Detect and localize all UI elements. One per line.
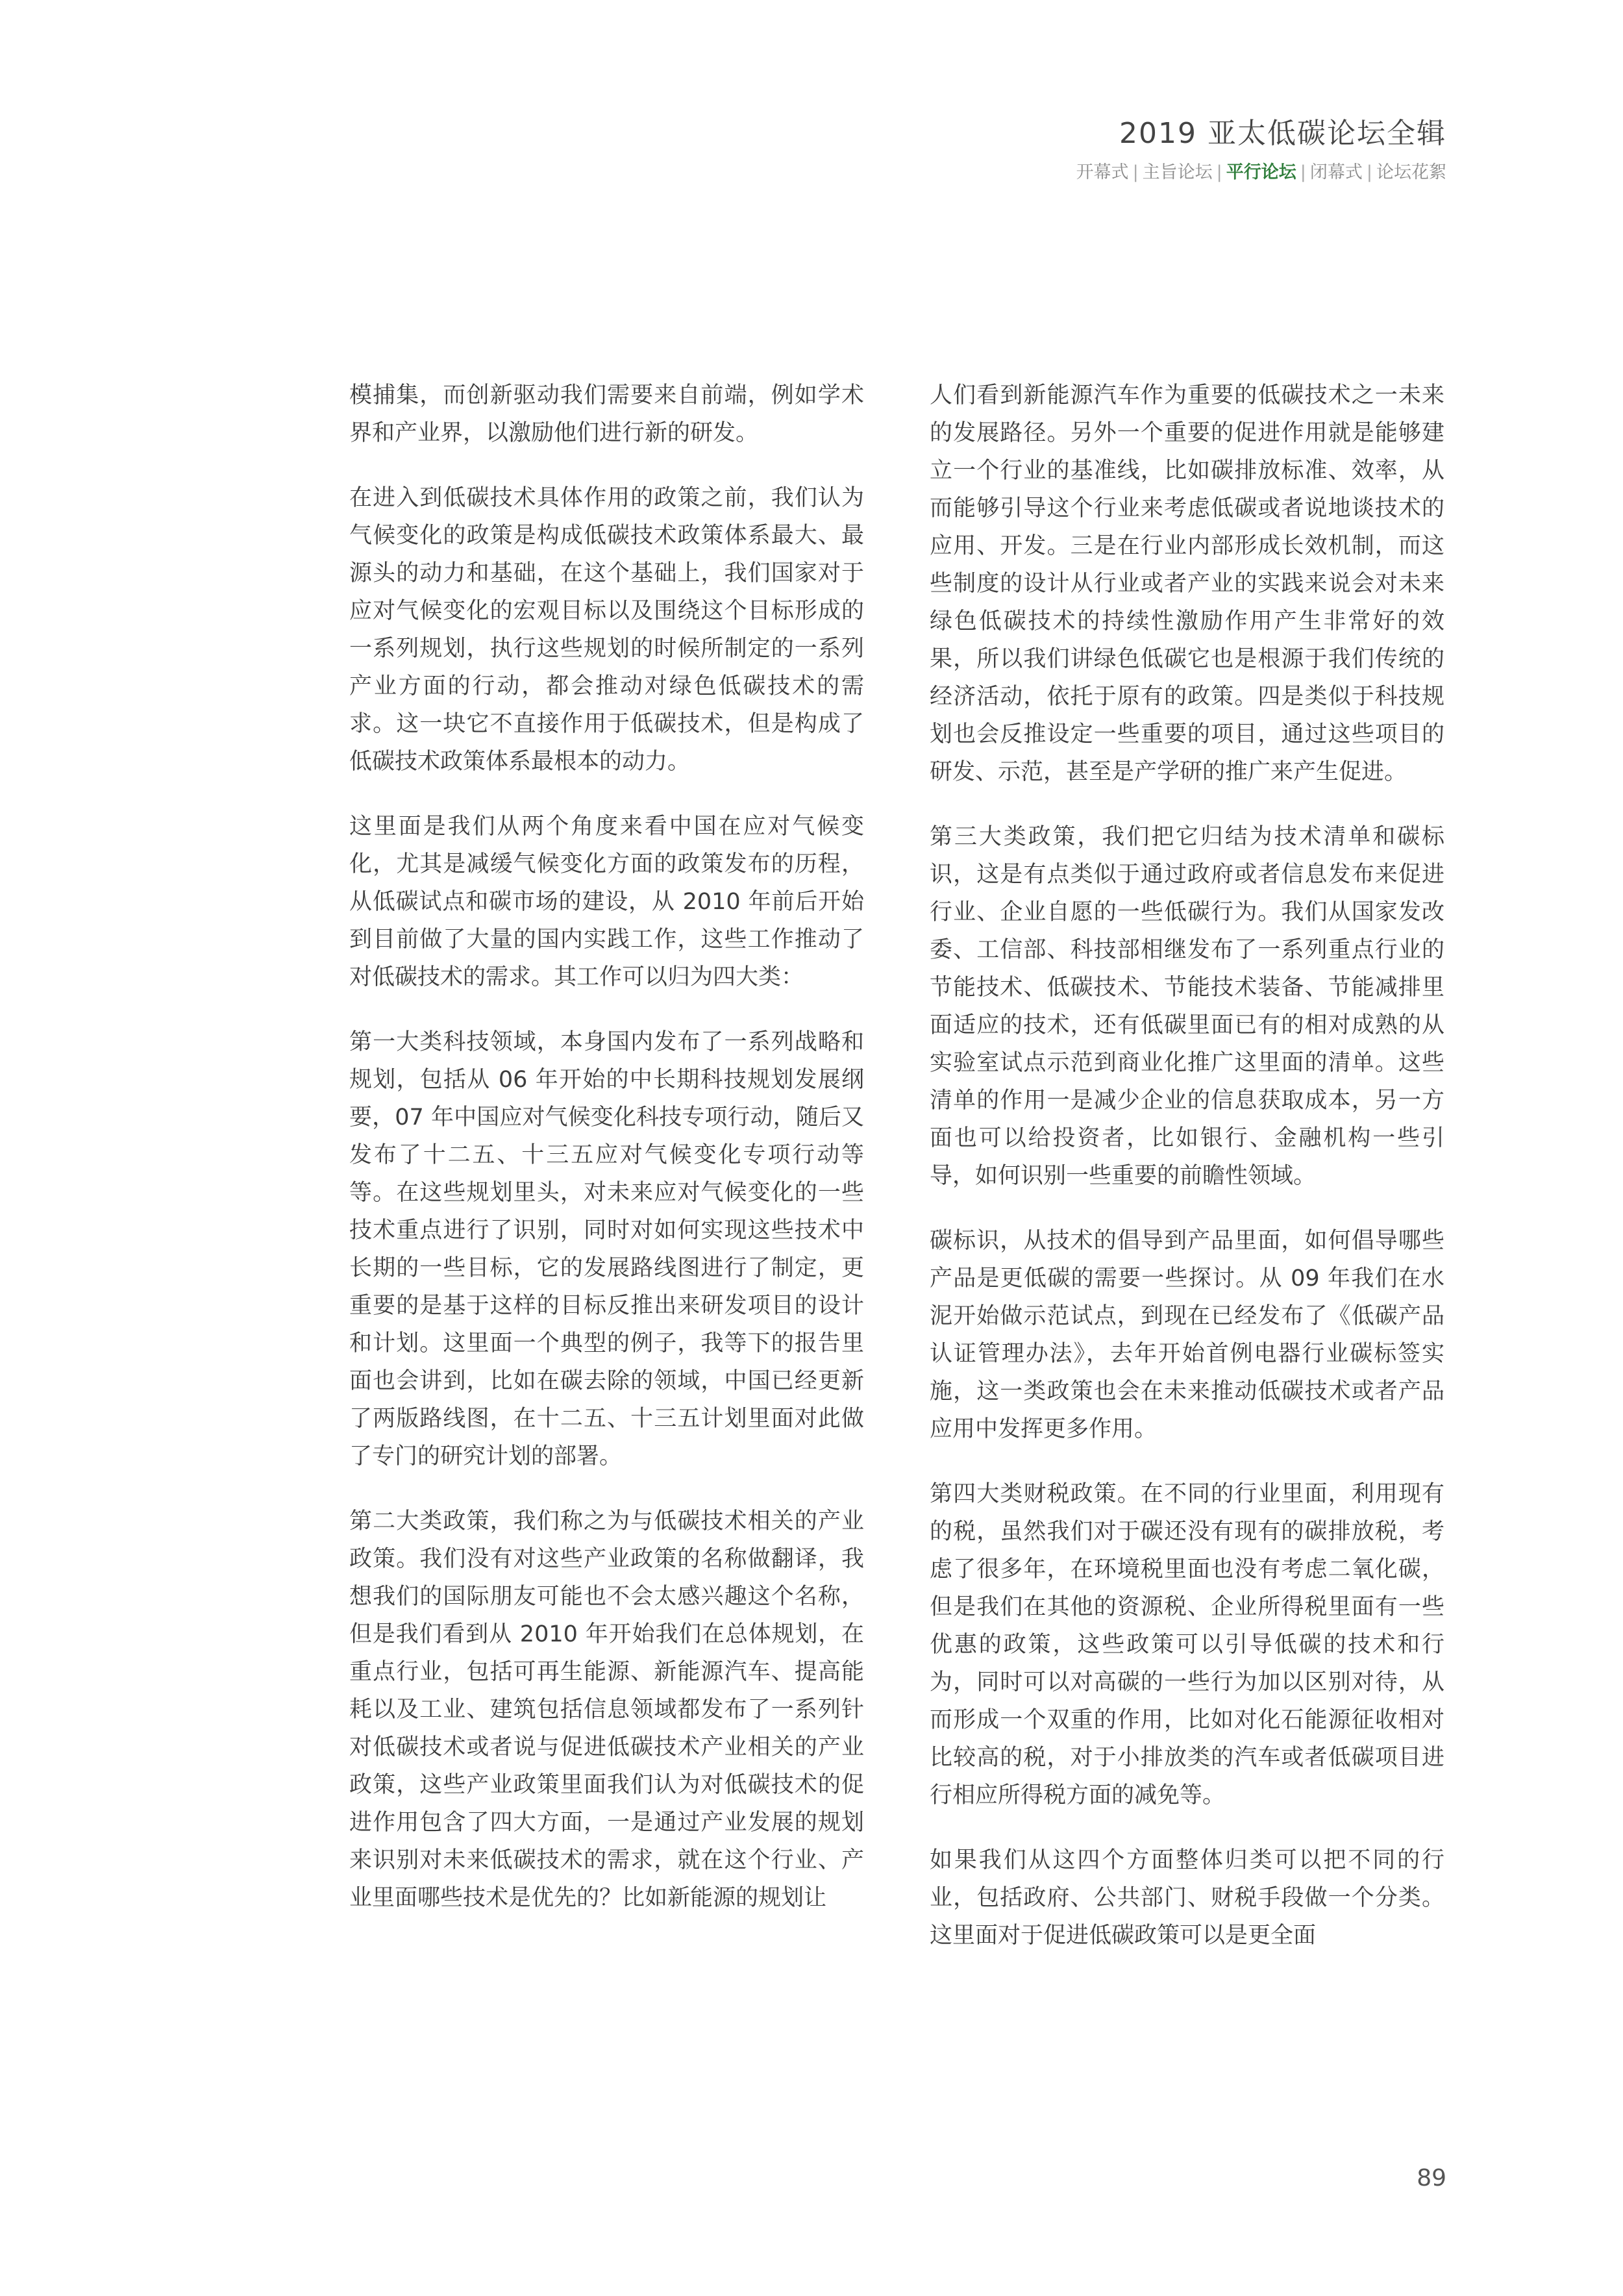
running-header	[1076, 114, 1446, 184]
nav-item-opening[interactable]: 开幕式	[1076, 162, 1129, 182]
nav-separator: |	[1300, 162, 1306, 182]
nav-separator: |	[1366, 162, 1372, 182]
paragraph: 第一大类科技领域，本身国内发布了一系列战略和规划，包括从 06 年开始的中长期科技规划发展纲要，07 年中国应对气候变化科技专项行动，随后又发布了十二五、十三五应对气候变化专项行动等等。在这些规划里头，对未来应对气候变化的一些技术重点进行了识别，同时对如何实现这些技术中长期的一些目标，它的发展路线图进行了制定，更重要的是基于这样的目标反推出来研发项目的设计和计划。这里面一个典型的例子，我等下的报告里面也会讲到，比如在碳去除的领域，中国已经更新了两版路线图，在十二五、十三五计划里面对此做了专门的研究计划的部署。	[349, 1029, 864, 1469]
document-title: 2019 亚太低碳论坛全辑	[1119, 117, 1446, 150]
page-number: 89	[1417, 2165, 1446, 2191]
nav-item-keynote[interactable]: 主旨论坛	[1142, 162, 1213, 182]
nav-item-parallel-forum[interactable]: 平行论坛	[1226, 162, 1296, 182]
nav-item-closing[interactable]: 闭幕式	[1309, 162, 1363, 182]
paragraph: 这里面是我们从两个角度来看中国在应对气候变化，尤其是减缓气候变化方面的政策发布的历程，从低碳试点和碳市场的建设，从 2010 年前后开始到目前做了大量的国内实践工作，这些工作推动了对低碳技术的需求。其工作可以归为四大类：	[349, 814, 864, 990]
nav-separator: |	[1132, 162, 1139, 182]
nav-item-highlights[interactable]: 论坛花絮	[1376, 162, 1446, 182]
left-text-column	[349, 377, 864, 1944]
paragraph: 第二大类政策，我们称之为与低碳技术相关的产业政策。我们没有对这些产业政策的名称做翻译，我想我们的国际朋友可能也不会太感兴趣这个名称，但是我们看到从 2010 年开始我们在总体规划，在重点行业，包括可再生能源、新能源汽车、提高能耗以及工业、建筑包括信息领域都发布了一系列针对低碳技术或者说与促进低碳技术产业相关的产业政策，这些产业政策里面我们认为对低碳技术的促进作用包含了四大方面，一是通过产业发展的规划来识别对未来低碳技术的需求，就在这个行业、产业里面哪些技术是优先的？比如新能源的规划让	[349, 1508, 864, 1911]
paragraph: 第四大类财税政策。在不同的行业里面，利用现有的税，虽然我们对于碳还没有现有的碳排放税，考虑了很多年，在环境税里面也没有考虑二氧化碳，但是我们在其他的资源税、企业所得税里面有一些优惠的政策，这些政策可以引导低碳的技术和行为，同时可以对高碳的一些行为加以区别对待，从而形成一个双重的作用，比如对化石能源征收相对比较高的税，对于小排放类的汽车或者低碳项目进行相应所得税方面的减免等。	[930, 1481, 1444, 1808]
paragraph: 人们看到新能源汽车作为重要的低碳技术之一未来的发展路径。另外一个重要的促进作用就是能够建立一个行业的基准线，比如碳排放标准、效率，从而能够引导这个行业来考虑低碳或者说地谈技术的应用、开发。三是在行业内部形成长效机制，而这些制度的设计从行业或者产业的实践来说会对未来绿色低碳技术的持续性激励作用产生非常好的效果，所以我们讲绿色低碳它也是根源于我们传统的经济活动，依托于原有的政策。四是类似于科技规划也会反推设定一些重要的项目，通过这些项目的研发、示范，甚至是产学研的推广来产生促进。	[930, 382, 1444, 785]
paragraph: 如果我们从这四个方面整体归类可以把不同的行业，包括政府、公共部门、财税手段做一个分类。这里面对于促进低碳政策可以是更全面	[930, 1847, 1444, 1949]
paragraph: 碳标识，从技术的倡导到产品里面，如何倡导哪些产品是更低碳的需要一些探讨。从 09 年我们在水泥开始做示范试点，到现在已经发布了《低碳产品认证管理办法》，去年开始首例电器行业碳标签实施，这一类政策也会在未来推动低碳技术或者产品应用中发挥更多作用。	[930, 1228, 1444, 1442]
nav-separator: |	[1216, 162, 1222, 182]
section-nav	[1076, 161, 1446, 184]
paragraph: 在进入到低碳技术具体作用的政策之前，我们认为气候变化的政策是构成低碳技术政策体系最大、最源头的动力和基础，在这个基础上，我们国家对于应对气候变化的宏观目标以及围绕这个目标形成的一系列规划，执行这些规划的时候所制定的一系列产业方面的行动，都会推动对绿色低碳技术的需求。这一块它不直接作用于低碳技术，但是构成了低碳技术政策体系最根本的动力。	[349, 485, 864, 775]
right-text-column	[930, 377, 1444, 1982]
paragraph: 模捕集，而创新驱动我们需要来自前端，例如学术界和产业界，以激励他们进行新的研发。	[349, 382, 864, 446]
paragraph: 第三大类政策，我们把它归结为技术清单和碳标识，这是有点类似于通过政府或者信息发布来促进行业、企业自愿的一些低碳行为。我们从国家发改委、工信部、科技部相继发布了一系列重点行业的节能技术、低碳技术、节能技术装备、节能减排里面适应的技术，还有低碳里面已有的相对成熟的从实验室试点示范到商业化推广这里面的清单。这些清单的作用一是减少企业的信息获取成本，另一方面也可以给投资者，比如银行、金融机构一些引导，如何识别一些重要的前瞻性领域。	[930, 824, 1444, 1189]
